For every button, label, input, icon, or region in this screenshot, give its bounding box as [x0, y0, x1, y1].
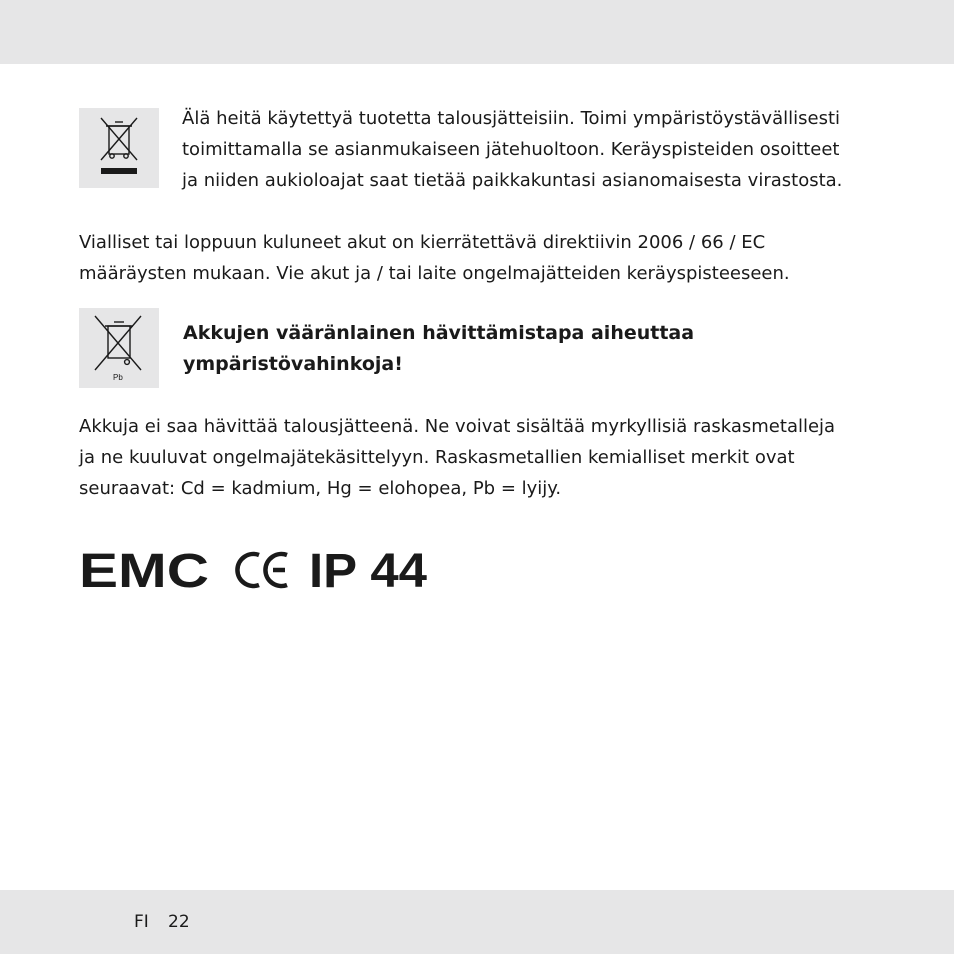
certification-marks: [79, 545, 439, 599]
text-line: Akkujen vääränlainen hävittämistapa aiheuttaa: [183, 322, 695, 344]
page-number: 22: [168, 912, 190, 932]
top-band: [0, 0, 954, 64]
warning-heading: [183, 318, 694, 380]
text-line: Vialliset tai loppuun kuluneet akut on kierrätettävä direktiivin 2006 / 66 / EC: [79, 232, 766, 253]
language-code: FI: [134, 912, 149, 932]
ip-rating: IP 44: [309, 545, 428, 595]
emc-mark: EMC: [79, 545, 209, 595]
disposal-paragraph: [182, 103, 842, 196]
heavy-metals-paragraph: [79, 411, 835, 504]
battery-directive-paragraph: [79, 227, 790, 289]
text-line: ympäristövahinkoja!: [183, 353, 403, 375]
text-line: Älä heitä käytettyä tuotetta talousjätteisiin. Toimi ympäristöystävällisesti: [182, 108, 841, 129]
battery-bin-icon: [79, 308, 159, 388]
text-line: toimittamalla se asianmukaiseen jätehuoltoon. Keräyspisteiden osoitteet: [182, 139, 840, 160]
text-line: ja niiden aukioloajat saat tietää paikkakuntasi asianomaisesta virastosta.: [182, 170, 843, 191]
text-line: ja ne kuuluvat ongelmajätekäsittelyyn. Raskasmetallien kemialliset merkit ovat: [79, 447, 795, 468]
text-line: määräysten mukaan. Vie akut ja / tai laite ongelmajätteiden keräyspisteeseen.: [79, 263, 790, 284]
weee-bin-icon: [79, 108, 159, 188]
pb-label: Pb: [113, 373, 123, 382]
ce-mark-icon: [237, 554, 287, 586]
text-line: seuraavat: Cd = kadmium, Hg = elohopea, Pb = lyijy.: [79, 478, 562, 499]
text-line: Akkuja ei saa hävittää talousjätteenä. Ne voivat sisältää myrkyllisiä raskasmetalleja: [79, 416, 836, 437]
